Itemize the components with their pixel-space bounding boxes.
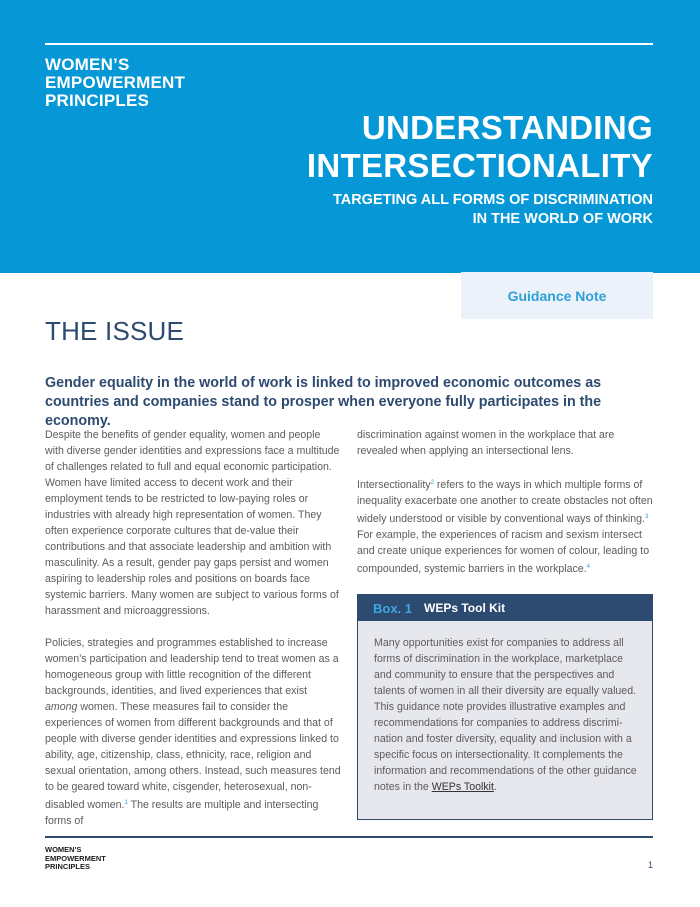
weps-toolkit-link[interactable]: WEPs Toolkit [431,781,494,793]
box-body [358,621,652,795]
header-divider [45,43,653,45]
document-subtitle [333,191,653,229]
footnote-ref[interactable]: 2 [430,480,434,486]
box-number: Box. 1 [373,600,413,616]
text-run: Intersectionality [357,479,431,491]
text-run: Policies, strategies and programmes established to increase women’s participation and leadership tend to treat women as a homogeneous group with little recognition of the different backgrounds, identities, and lived experiences that exist [45,637,339,697]
brand-line: PRINCIPLES [45,862,91,871]
text-run: The results are multiple and intersecting forms of [45,799,319,827]
emphasis-text: among [45,701,78,713]
footnote-ref[interactable]: 3 [644,514,649,520]
text-run: Many opportunities exist for companies to address all forms of discrimination in the workplace, marketplace and community to ensure that the perspectives and talents of women in all their diversity are equally valued. This guidance note provides illustrative examples and recommendations for companies to address discrimination and foster diversity, equality and inclusion with a specific focus on intersectionality. It complements the information and recommendations of the other guidance notes in the [374,637,637,793]
brand-line: PRINCIPLES [45,91,150,110]
document-title [307,109,653,185]
text-run: refers to the ways in which multiple forms of inequality exacerbate one another to create obstacles not often widely understood or visible by conventional ways of thinking. [357,479,653,525]
page-number: 1 [647,860,653,870]
subtitle-line: IN THE WORLD OF WORK [472,211,653,227]
brand-line: WOMEN'S [45,845,82,854]
section-heading: THE ISSUE [45,316,185,346]
body-paragraph: discrimination against women in the workplace that are revealed when applying an intersectional lens. [357,429,615,457]
header-banner [0,0,700,273]
footnote-ref[interactable]: 4 [586,564,590,570]
footnote-ref[interactable]: 1 [124,800,128,806]
footer-divider [45,836,653,838]
body-paragraph [45,635,341,829]
brand-line: EMPOWERMENT [45,853,106,863]
toolkit-box [357,594,653,820]
brand-line: WOMEN’S [45,55,130,74]
subtitle-line: TARGETING ALL FORMS OF DISCRIMINATION [332,192,653,208]
brand-logo [45,56,185,110]
box-title: WEPs Tool Kit [424,601,506,615]
brand-line: EMPOWERMENT [45,73,186,92]
text-run: . [493,781,497,793]
body-paragraph [357,475,654,577]
body-paragraph: Despite the benefits of gender equality, women and people with diverse gender identities and expressions face a multitude of challenges related to full and equal economic participation. Women have limited access to decent work and their employment tends to be restricted to low-paying roles or industries with already high representation of women. They often experience corporate cultures that de-value their contributions and that associate leadership and ambition with masculinity. As a result, gender pay gaps persist and women aspiring to leadership roles and positions on boards face systemic barriers. Many women are subject to various forms of harassment and microaggressions. [45,429,340,617]
right-column [357,427,654,593]
title-line: UNDERSTANDING [361,109,653,146]
guidance-note-badge: Guidance Note [461,272,653,319]
box-header [358,595,652,621]
title-line: INTERSECTIONALITY [306,147,653,184]
text-run: For example, the experiences of racism and sexism intersect and create unique experiences for women of colour, leading to compounded, systemic barriers in the workplace. [357,529,650,575]
footer-brand-logo [45,846,106,872]
text-run: women. These measures fail to consider the experiences of women from different backgrounds and that of people with diverse gender identities and expressions linked to ability, age, citizenship, class, ethnicity, race, religion and sexual orientation, among others. Instead, such measures tend to be geared toward white, cisgender, heterosexual, non-disabled women. [45,701,341,811]
lead-paragraph: Gender equality in the world of work is linked to improved economic outcomes as countries and companies stand to prosper when everyone fully participates in the economy. [45,375,602,429]
left-column [45,427,341,845]
